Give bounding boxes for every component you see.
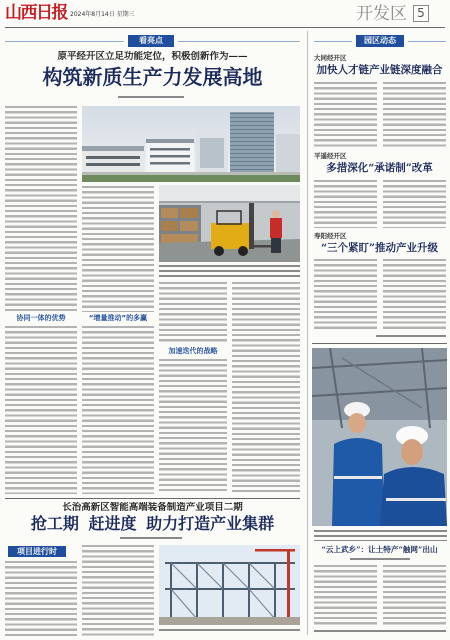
photo-caption xyxy=(314,530,447,541)
news-headline: “三个紧盯”推动产业升级 xyxy=(320,242,439,254)
story-divider xyxy=(312,343,447,344)
lead-subhead: 加速迭代的战略 xyxy=(168,347,218,355)
news-place: 平遥经开区 xyxy=(314,152,347,160)
photo-steel-frame-construction xyxy=(159,545,300,625)
column-divider xyxy=(307,31,308,635)
body-text-block xyxy=(159,359,227,494)
issue-date: 2024年8月14日 星期三 xyxy=(70,11,135,18)
body-text-block xyxy=(314,82,377,148)
tag-rule xyxy=(314,41,352,42)
photo-caption xyxy=(159,629,300,632)
body-text-block xyxy=(82,186,154,312)
project-kicker: 长治高新区智能高端装备制造产业项目二期 xyxy=(62,502,243,513)
storage-shelves xyxy=(159,205,201,245)
body-text-block xyxy=(5,326,77,494)
body-text-block xyxy=(82,545,154,636)
body-text-block xyxy=(82,326,154,494)
column-credit xyxy=(376,335,446,338)
lead-subhead: 协同一体的优势 xyxy=(16,314,66,322)
office-tower xyxy=(230,112,274,174)
news-place: 寿阳经开区 xyxy=(314,232,347,240)
body-text-block xyxy=(232,282,300,494)
news-headline: 多措深化“承诺制”改革 xyxy=(326,162,433,174)
body-text-block xyxy=(383,259,446,331)
lead-byline xyxy=(118,96,184,99)
body-text-block xyxy=(159,282,227,344)
project-byline xyxy=(120,537,182,540)
section-tag-highlights: 看亮点 xyxy=(128,35,174,47)
photo-caption xyxy=(159,265,300,277)
body-text-block xyxy=(314,259,377,331)
body-text-block xyxy=(383,565,446,625)
story-divider xyxy=(5,498,300,499)
news-place: 大同经开区 xyxy=(314,54,347,62)
lead-subhead: “增量推动”的多赢 xyxy=(88,314,148,322)
tag-rule xyxy=(5,41,124,42)
photo-industrial-park xyxy=(82,106,300,182)
lead-subtitle: 原平经开区立足功能定位，积极创新作为—— xyxy=(57,51,248,62)
body-text-block xyxy=(383,180,446,228)
tag-rule xyxy=(408,41,446,42)
newspaper-logo: 山西日报 xyxy=(5,3,67,23)
feature-byline xyxy=(350,558,410,561)
page-editor-credit xyxy=(314,630,446,633)
tag-rule xyxy=(178,41,300,42)
section-tag-park-news: 园区动态 xyxy=(356,35,404,47)
body-text-block xyxy=(383,82,446,148)
page-number: 5 xyxy=(413,5,429,22)
body-text-block xyxy=(314,180,377,228)
masthead-divider xyxy=(5,27,445,28)
feature-headline: “云上武乡”：让土特产“触网”出山 xyxy=(321,545,438,554)
project-headline: 抢工期 赶进度 助力打造产业集群 xyxy=(30,514,275,533)
lead-headline: 构筑新质生产力发展高地 xyxy=(42,65,263,89)
body-text-block xyxy=(5,106,77,312)
photo-workers-on-site xyxy=(312,348,447,526)
photo-warehouse-forklift xyxy=(159,185,300,262)
news-headline: 加快人才链产业链深度融合 xyxy=(316,64,443,76)
body-text-block xyxy=(5,561,77,636)
section-tag-project: 项目进行时 xyxy=(8,546,66,557)
section-name: 开发区 xyxy=(356,4,407,24)
body-text-block xyxy=(314,565,377,625)
